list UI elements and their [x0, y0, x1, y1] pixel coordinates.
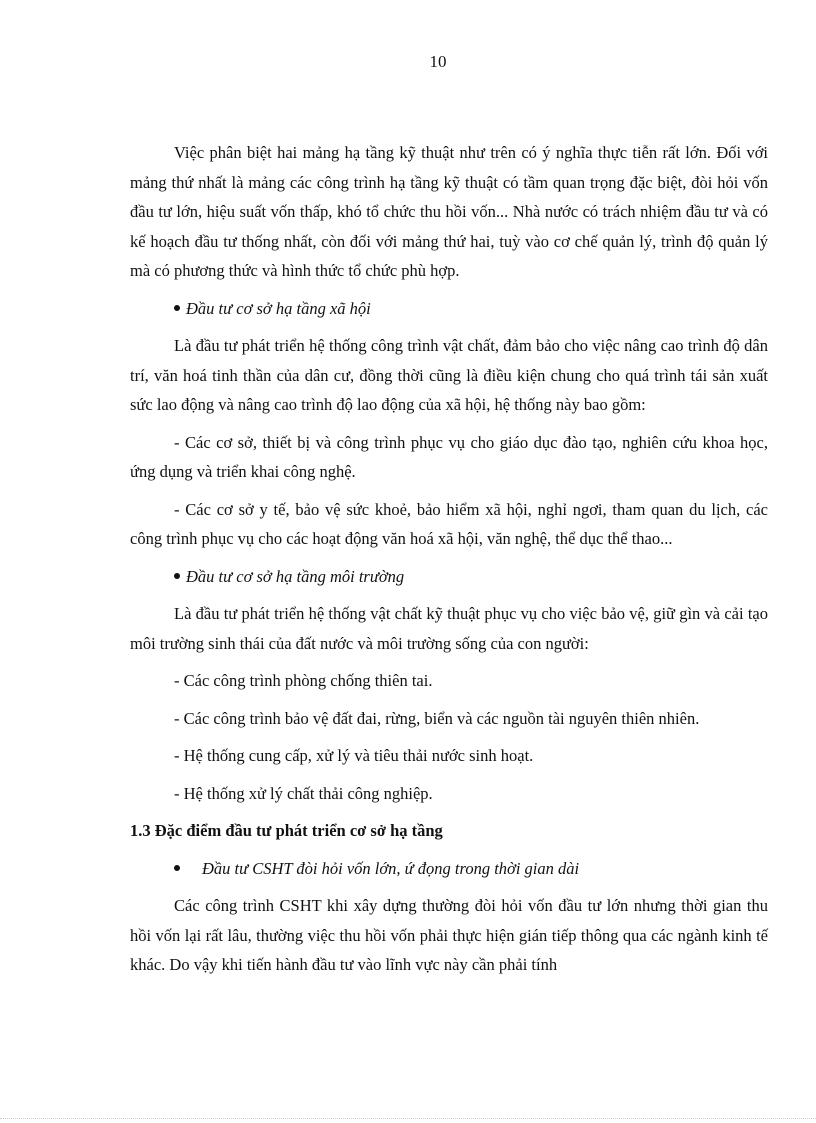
section-heading-1-3: 1.3 Đặc điểm đầu tư phát triển cơ sở hạ tầng [130, 821, 443, 840]
bullet-capital-intensive [130, 854, 768, 884]
dash-item-education: - Các cơ sở, thiết bị và công trình phục vụ cho giáo dục đào tạo, nghiên cứu khoa học, ứng dụng và triển khai công nghệ. [130, 432, 768, 481]
dash-item-waste: - Hệ thống xử lý chất thải công nghiệp. [174, 783, 433, 803]
paragraph-environment-definition: Là đầu tư phát triển hệ thống vật chất kỹ thuật phục vụ cho việc bảo vệ, giữ gìn và cải tạo môi trường sinh thái của đất nước và môi trường sống của con người: [130, 604, 768, 653]
page-number: 10 [429, 52, 447, 71]
dash-item-disaster: - Các công trình phòng chống thiên tai. [174, 671, 433, 690]
paragraph-social-definition: Là đầu tư phát triển hệ thống công trình vật chất, đảm bảo cho việc nâng cao trình độ dân trí, văn hoá tinh thần của dân cư, đồng thời cũng là điều kiện chung cho quá trình tái sản xuất sức lao động và nâng cao trình độ lao động của xã hội, hệ thống này bao gồm: [130, 336, 768, 414]
bullet-environment-infrastructure [130, 562, 768, 592]
dash-item-health: - Các cơ sở y tế, bảo vệ sức khoẻ, bảo hiểm xã hội, nghỉ ngơi, tham quan du lịch, các công trình phục vụ cho các hoạt động văn hoá xã hội, văn nghệ, thể dục thể thao... [130, 499, 768, 548]
bullet-capital-label: Đầu tư CSHT đòi hỏi vốn lớn, ứ đọng trong thời gian dài [202, 858, 580, 878]
bullet-env-label: Đầu tư cơ sở hạ tầng môi trường [186, 566, 405, 586]
bullet-social-label: Đầu tư cơ sở hạ tầng xã hội [186, 298, 371, 318]
bullet-dot-icon [174, 573, 180, 579]
dash-item-land-forest-sea: - Các công trình bảo vệ đất đai, rừng, biển và các nguồn tài nguyên thiên nhiên. [174, 708, 700, 728]
paragraph-infrastructure-distinction: Việc phân biệt hai mảng hạ tầng kỹ thuật như trên có ý nghĩa thực tiễn rất lớn. Đối với mảng thứ nhất là mảng các công trình hạ tầng kỹ thuật có tầm quan trọng đặc biệt, đòi hỏi vốn đầu tư lớn, hiệu suất vốn thấp, khó tổ chức thu hồi vốn... Nhà nước có trách nhiệm đầu tư và có kế hoạch đầu tư thống nhất, còn đối với mảng thứ hai, tuỳ vào cơ chế quản lý, trình độ quản lý mà có phương thức và hình thức tổ chức phù hợp. [130, 143, 768, 280]
bullet-social-infrastructure [130, 294, 768, 324]
bullet-dot-icon [174, 305, 180, 311]
dash-item-water: - Hệ thống cung cấp, xử lý và tiêu thải nước sinh hoạt. [174, 746, 534, 765]
page-bottom-border [0, 1118, 816, 1119]
bullet-dot-icon [174, 865, 180, 871]
paragraph-capital-recovery: Các công trình CSHT khi xây dựng thường đòi hỏi vốn đầu tư lớn nhưng thời gian thu hồi vốn lại rất lâu, thường việc thu hồi vốn phải thực hiện gián tiếp thông qua các ngành kinh tế khác. Do vậy khi tiến hành đầu tư vào lĩnh vực này cần phải tính [130, 896, 768, 974]
document-body [130, 138, 768, 988]
